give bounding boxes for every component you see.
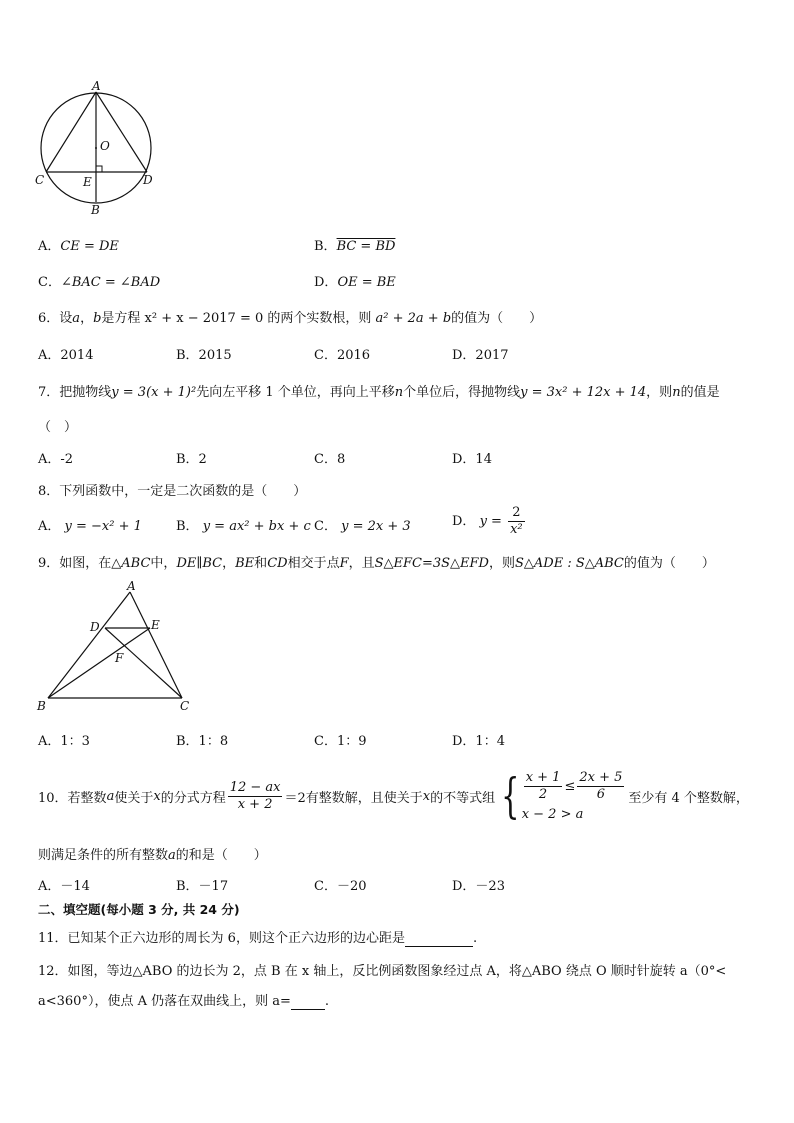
segment-ad: [96, 92, 147, 172]
q10-stem-line2: [38, 844, 267, 863]
fraction: [508, 505, 525, 538]
brace-icon: {: [501, 768, 520, 824]
label-a: A: [92, 79, 101, 93]
label-e: E: [83, 175, 92, 189]
q7-stem: [38, 381, 720, 400]
option-text: y = −x² + 1: [64, 519, 142, 534]
stem-text: 如图，在△: [59, 556, 122, 571]
q10-stem: [38, 770, 749, 822]
q6-option-d: D．2017: [452, 348, 509, 363]
label-d: D: [143, 173, 153, 187]
question-number: 7．: [38, 385, 60, 400]
option-letter: B．: [314, 239, 337, 254]
stem-text: 的值为（ ）: [623, 556, 715, 571]
stem-text: 的值为（ ）: [451, 311, 543, 326]
label-a: A: [127, 580, 136, 593]
q10-option-d: D．－23: [452, 879, 505, 894]
stem-text: 的值是: [680, 385, 720, 400]
q8-option-d: [452, 505, 527, 538]
stem-text: ，: [222, 556, 236, 571]
stem-text: 设: [59, 311, 73, 326]
stem-text: a<360°），使点 A 仍落在双曲线上，则 a=: [38, 994, 291, 1009]
q7-option-d: D．14: [452, 452, 492, 467]
denominator: 6: [596, 787, 606, 802]
label-f: F: [115, 651, 124, 665]
answer-blank[interactable]: [291, 994, 325, 1010]
var-n: n: [672, 385, 681, 400]
answer-blank[interactable]: [405, 931, 473, 947]
q5-option-b: [314, 235, 395, 254]
q6-stem: [38, 307, 542, 326]
q11-stem: [38, 927, 477, 947]
var-a: a: [106, 788, 115, 804]
q8-option-a: [38, 515, 142, 534]
segment-be: [48, 628, 150, 698]
label-d: D: [90, 620, 100, 634]
label-c: C: [35, 173, 45, 187]
stem-text: 是方程 x² + x − 2017 = 0 的两个实数根，则: [101, 311, 372, 326]
segment: BE: [235, 556, 255, 571]
q6-option-b: B．2015: [176, 348, 232, 363]
q5-option-a: [38, 235, 119, 254]
area-relation: S△EFC=3S△EFD: [374, 556, 489, 571]
denominator: x²: [510, 522, 523, 537]
option-letter: A．: [38, 239, 61, 254]
q9-stem: [38, 552, 715, 571]
side-ab: [48, 592, 130, 698]
q6-option-c: C．2016: [314, 348, 371, 363]
fraction: [577, 770, 624, 803]
label-e: E: [151, 618, 160, 632]
equation-rhs: ＝2: [284, 790, 306, 806]
point: F: [339, 556, 349, 571]
label-b: B: [91, 203, 100, 217]
numerator: x + 1: [525, 770, 561, 785]
q12-stem-line2: [38, 990, 329, 1010]
stem-text: 11．已知某个正六边形的周长为 6，则这个正六边形的边心距是: [38, 931, 405, 946]
stem-text: ，则: [646, 385, 673, 400]
var-x: x: [422, 788, 431, 804]
var-b: b: [93, 311, 102, 326]
condition: DE∥BC: [176, 556, 223, 571]
stem-text: 若整数: [67, 790, 107, 806]
stem-text: 的和是（ ）: [175, 848, 267, 863]
fraction: [524, 770, 563, 803]
stem-text: 先向左平移 1 个单位，再向上平移: [196, 385, 395, 400]
stem-text: 使关于: [114, 790, 154, 806]
formula: y = 3x² + 12x + 14: [520, 385, 647, 400]
stem-text: .: [324, 994, 330, 1009]
option-text: CE = DE: [60, 239, 119, 254]
q5-option-d: [314, 271, 396, 290]
var-x: x: [153, 788, 161, 804]
stem-text: 把抛物线: [59, 385, 112, 400]
stem-text: 的分式方程: [160, 790, 226, 806]
stem-text: 有整数解，且使关于: [305, 790, 423, 806]
formula: y = 3(x + 1)²: [111, 385, 197, 400]
numerator: 12 − ax: [229, 779, 281, 795]
var-n: n: [394, 385, 404, 400]
triangle-name: ABC: [121, 556, 151, 571]
q8-option-b: [176, 515, 311, 534]
circle-figure: [30, 78, 160, 218]
right-angle-mark: [96, 166, 102, 172]
option-letter: B．: [176, 519, 199, 534]
option-text: y = 2x + 3: [341, 519, 411, 534]
q9-option-a: A．1：3: [38, 734, 90, 749]
stem-text: 的不等式组: [430, 790, 496, 806]
q7-option-b: B．2: [176, 452, 207, 467]
denominator: x + 2: [237, 796, 273, 812]
q7-paren: （ ）: [38, 420, 78, 435]
option-text: y =: [479, 514, 502, 529]
q7-option-a: A．-2: [38, 452, 74, 467]
q10-option-c: C．－20: [314, 879, 367, 894]
operator: ≤: [564, 779, 576, 794]
q10-option-b: B．－17: [176, 879, 229, 894]
label-o: O: [100, 139, 110, 153]
segment: CD: [267, 556, 288, 571]
q8-option-c: [314, 515, 411, 534]
option-text: ∠BAC = ∠BAD: [60, 275, 161, 290]
q8-stem: [38, 480, 306, 499]
stem-text: 至少有 4 个整数解，: [628, 790, 749, 806]
option-text: y = ax² + bx + c: [202, 519, 311, 534]
area-ratio: S△ADE : S△ABC: [515, 556, 624, 571]
numerator: 2x + 5: [579, 770, 623, 785]
stem-text: 和: [254, 556, 268, 571]
q9-option-b: B．1：8: [176, 734, 229, 749]
stem-text: ，且: [348, 556, 375, 571]
question-number: 6．: [38, 311, 60, 326]
q10-option-a: A．－14: [38, 879, 90, 894]
stem-text: 个单位后，得抛物线: [403, 385, 521, 400]
option-letter: D．: [314, 275, 338, 290]
denominator: 2: [538, 787, 548, 802]
stem-text: ，: [80, 311, 94, 326]
q7-option-c: C．8: [314, 452, 346, 467]
numerator: 2: [508, 505, 525, 522]
segment-ac: [46, 92, 96, 172]
equation-fraction: [228, 780, 283, 813]
q6-option-a: A．2014: [38, 348, 94, 363]
stem-text: 下列函数中，一定是二次函数的是（ ）: [59, 484, 307, 499]
var-a: a: [72, 311, 81, 326]
q5-option-c: [38, 271, 160, 290]
stem-text: 相交于点: [287, 556, 340, 571]
var-a: a: [168, 848, 176, 863]
triangle-figure: [30, 580, 205, 715]
option-letter: C．: [314, 519, 337, 534]
option-text: OE = BE: [337, 275, 396, 290]
inequality-1: [522, 770, 627, 803]
inequality-2: x − 2 > a: [521, 807, 584, 822]
q12-stem-line1: 12．如图，等边△ABO 的边长为 2，点 B 在 x 轴上，反比例函数图象经过点 A，将△ABO 绕点 O 顺时针旋转 a（0°<: [38, 964, 727, 979]
q9-option-c: C．1：9: [314, 734, 367, 749]
inequality-system: [522, 770, 627, 822]
option-letter: A．: [38, 519, 61, 534]
side-ac: [130, 592, 182, 698]
expression: a² + 2a + b: [375, 311, 452, 326]
label-b: B: [37, 699, 46, 713]
question-number: 10．: [38, 790, 68, 806]
section-heading: 二、填空题(每小题 3 分, 共 24 分): [38, 902, 240, 917]
option-text: BC = BD: [336, 239, 396, 254]
q9-option-d: D．1：4: [452, 734, 505, 749]
question-number: 8．: [38, 484, 60, 499]
center-dot: [95, 147, 97, 149]
question-number: 9．: [38, 556, 60, 571]
option-letter: C．: [38, 275, 61, 290]
label-c: C: [180, 699, 190, 713]
stem-text: .: [472, 931, 478, 946]
option-letter: D．: [452, 514, 476, 529]
stem-text: 则满足条件的所有整数: [38, 848, 169, 863]
stem-text: ，则: [488, 556, 515, 571]
stem-text: 中，: [150, 556, 177, 571]
